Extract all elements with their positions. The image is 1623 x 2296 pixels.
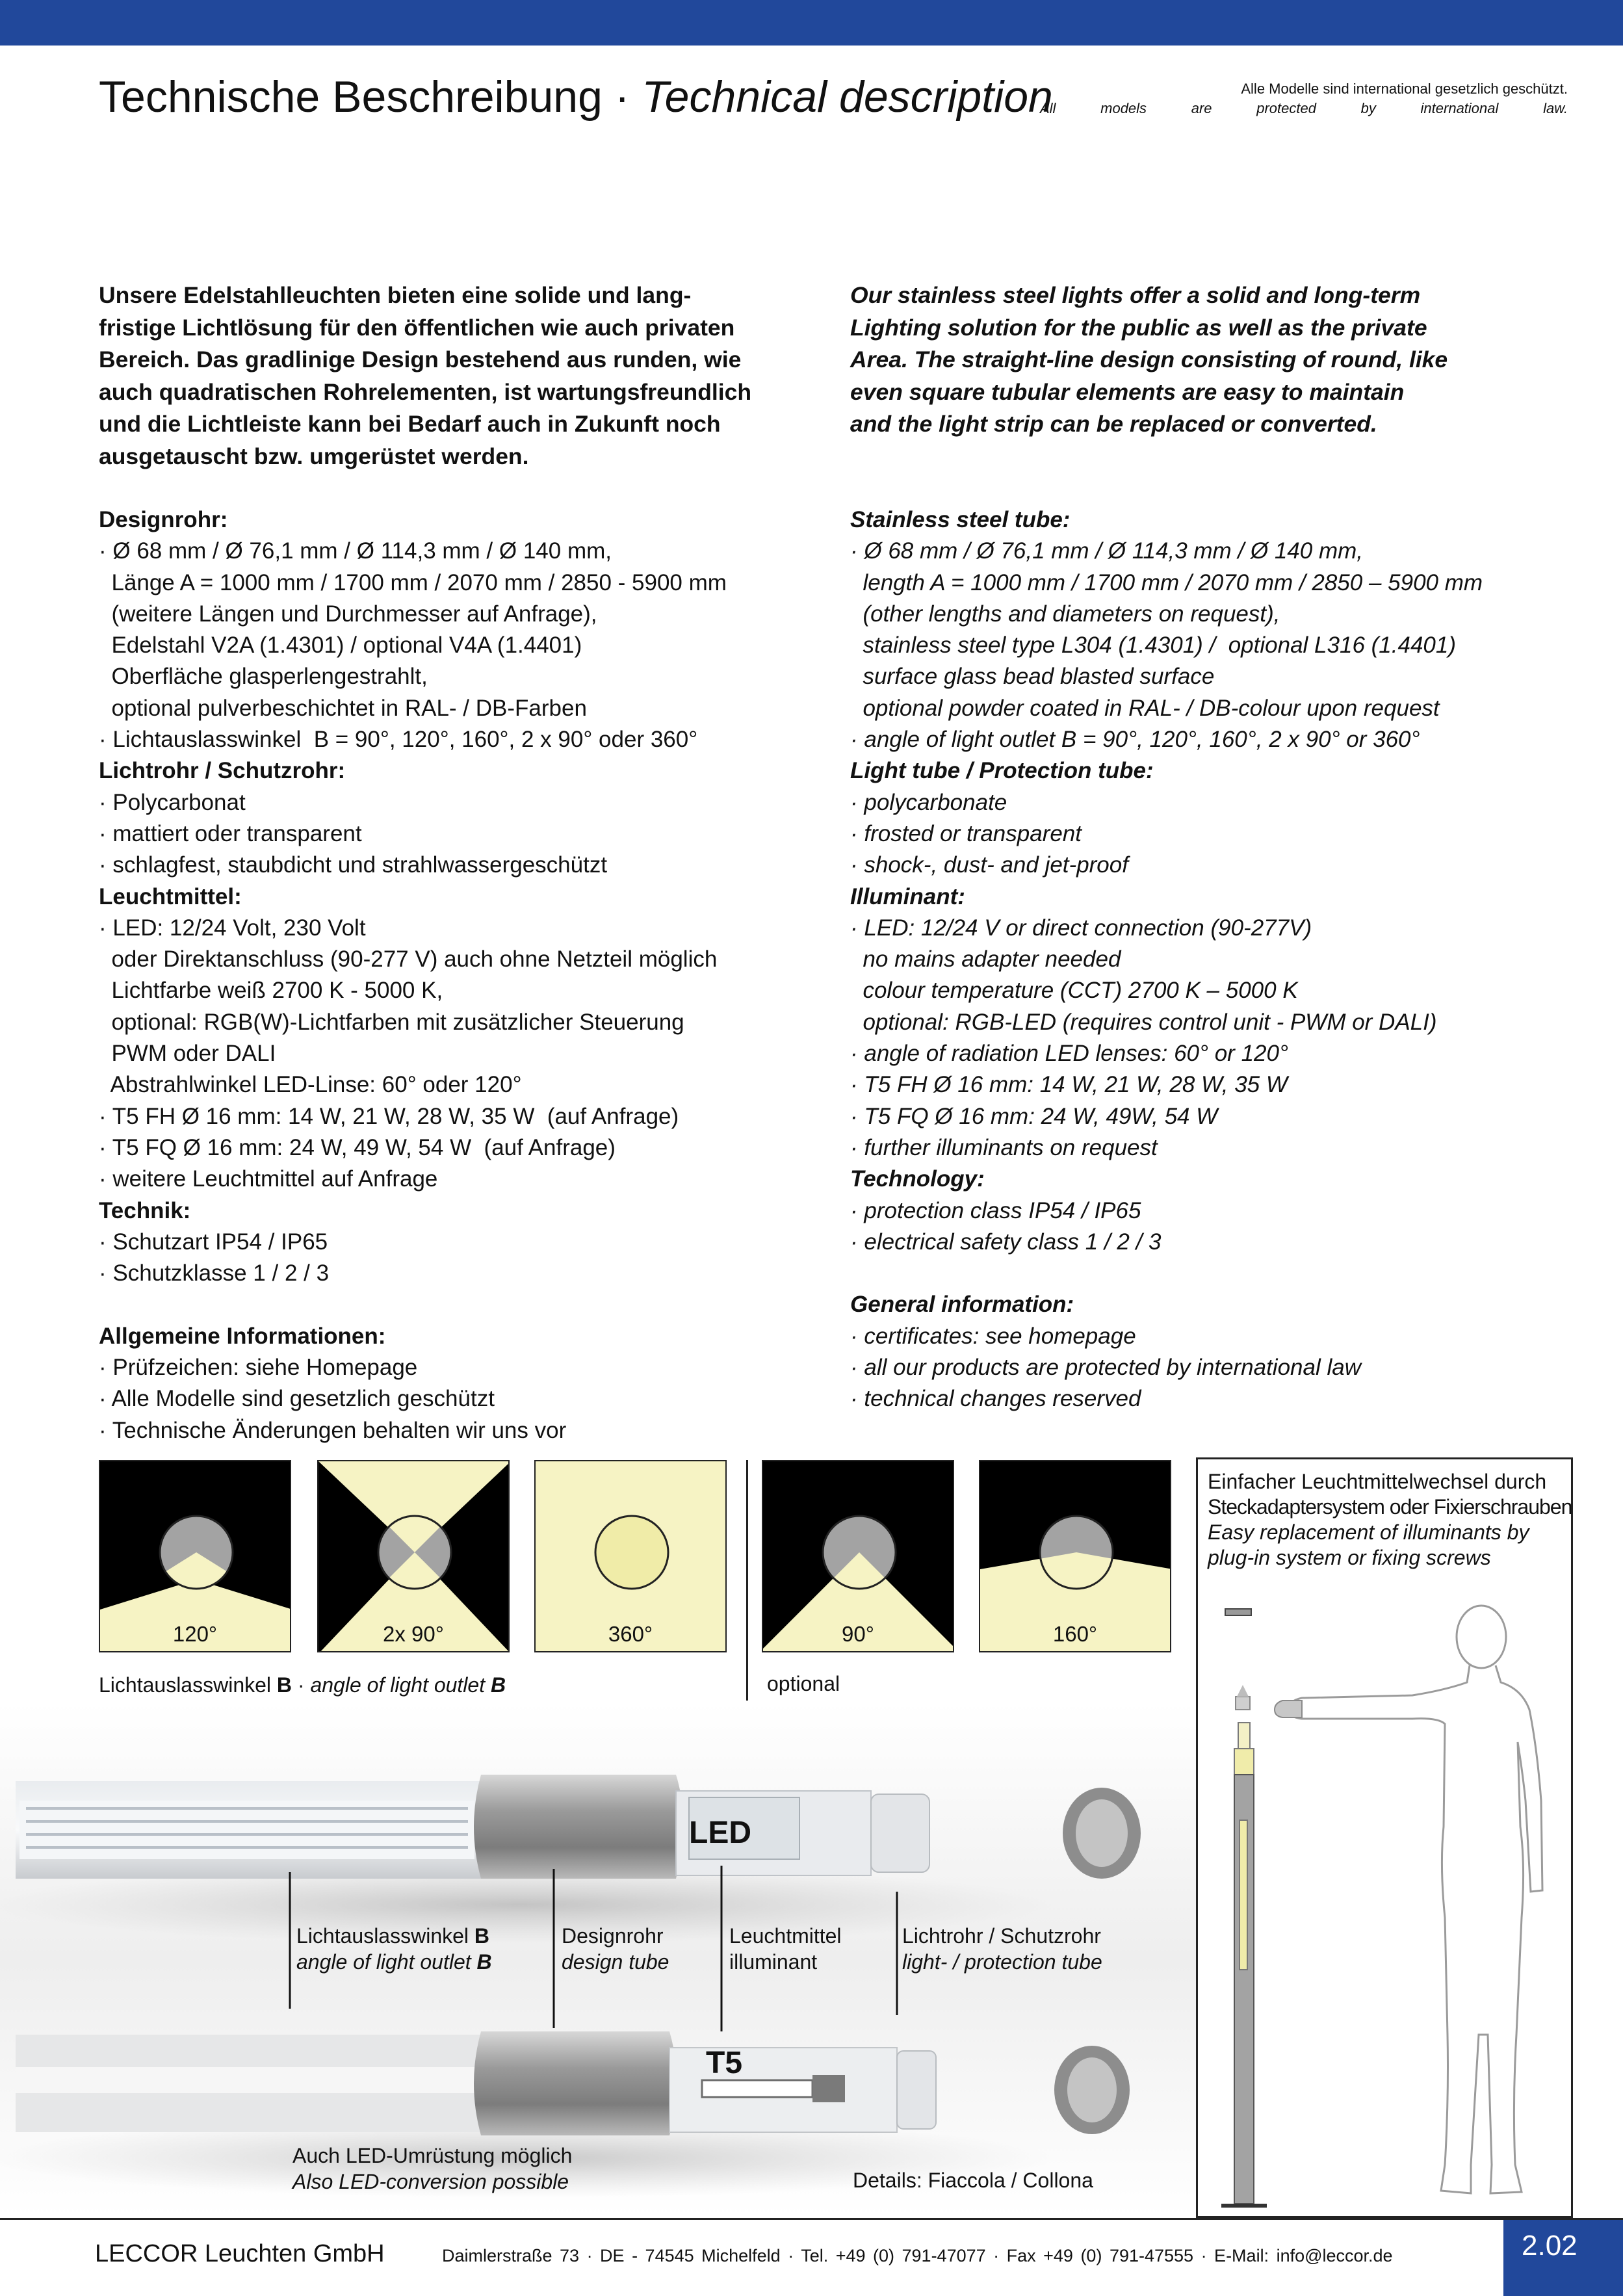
- spec-line: · Schutzklasse 1 / 2 / 3: [99, 1260, 330, 1286]
- spec-line: · T5 FQ Ø 16 mm: 24 W, 49 W, 54 W (auf Anfrage): [99, 1134, 616, 1160]
- spec-line: PWM oder DALI: [99, 1041, 276, 1067]
- spec-line: surface glass bead blasted surface: [850, 664, 1215, 690]
- replacement-line: Steckadaptersystem oder Fixierschrauben: [1208, 1495, 1572, 1519]
- section-heading-designrohr: Designrohr:: [99, 507, 228, 532]
- intro-de-line: Unsere Edelstahlleuchten bieten eine solide und lang-: [99, 282, 692, 308]
- section-heading-lichtrohr: Lichtrohr / Schutzrohr:: [99, 758, 346, 784]
- spec-line: · angle of light outlet B = 90°, 120°, 160°, 2 x 90° or 360°: [850, 727, 1420, 753]
- hand-icon: [1275, 1701, 1302, 1717]
- spec-line: no mains adapter needed: [850, 946, 1121, 972]
- callout-illum-de: Leuchtmittel: [729, 1924, 842, 1948]
- callout-design-de: Designrohr: [562, 1924, 664, 1948]
- intro-en-line: and the light strip can be replaced or converted.: [850, 411, 1377, 437]
- spec-line: · Technische Änderungen behalten wir uns vor: [99, 1417, 567, 1443]
- footer-company: LECCOR Leuchten GmbH: [95, 2240, 385, 2267]
- intro-de-line: und die Lichtleiste kann bei Bedarf auch in Zukunft noch: [99, 411, 721, 437]
- lamp-post: [1221, 1609, 1267, 2208]
- angle-caption-sep: ·: [292, 1673, 311, 1697]
- intro-en-line: Lighting solution for the public as well as the private: [850, 314, 1427, 341]
- angle-label: 90°: [842, 1622, 874, 1646]
- angle-caption-en: angle of light outlet: [310, 1673, 491, 1697]
- spec-line: (weitere Längen und Durchmesser auf Anfrage),: [99, 601, 597, 627]
- angle-diagram-160: [979, 1460, 1171, 1652]
- spec-line: · all our products are protected by international law: [850, 1355, 1361, 1381]
- spec-line: · LED: 12/24 V or direct connection (90-277V): [850, 915, 1312, 941]
- callout-light-de: Lichtrohr / Schutzrohr: [902, 1924, 1101, 1948]
- design-tube-upper: [474, 1775, 683, 1879]
- end-cap-upper: [871, 1794, 929, 1872]
- spec-line: colour temperature (CCT) 2700 K – 5000 K: [850, 978, 1298, 1004]
- list-designrohr: [99, 536, 727, 755]
- t5-label: T5: [706, 2046, 743, 2080]
- t5-lamp: [702, 2080, 812, 2097]
- spec-line: optional: RGB(W)-Lichtfarben mit zusätzlicher Steuerung: [99, 1009, 684, 1035]
- spec-line: · weitere Leuchtmittel auf Anfrage: [99, 1166, 438, 1192]
- design-tube-lower: [474, 2031, 677, 2135]
- callout-design-en: design tube: [562, 1950, 669, 1974]
- spec-line: optional: RGB-LED (requires control unit - PWM or DALI): [850, 1009, 1437, 1035]
- angle-diagram-90: [762, 1460, 954, 1652]
- spec-line: optional pulverbeschichtet in RAL- / DB-Farben: [99, 695, 587, 721]
- led-conversion-en: Also LED-conversion possible: [292, 2170, 569, 2193]
- page-number: 2.02: [1503, 2220, 1623, 2296]
- spec-line: Abstrahlwinkel LED-Linse: 60° oder 120°: [99, 1072, 522, 1098]
- optional-divider: [746, 1460, 748, 1701]
- callout-outlet-b-en: B: [476, 1950, 492, 1974]
- led-strip: [19, 1801, 474, 1859]
- spec-line: · Schutzart IP54 / IP65: [99, 1229, 328, 1255]
- spec-german: [99, 504, 727, 1446]
- list-leuchtmittel: [99, 913, 727, 1195]
- spec-line: · Alle Modelle sind gesetzlich geschützt: [99, 1386, 495, 1412]
- section-heading-technology: Technology:: [850, 1166, 985, 1192]
- callout-light-tube: [902, 1923, 1102, 1975]
- spacer: [99, 1289, 727, 1320]
- title-german: Technische Beschreibung ·: [99, 72, 642, 122]
- spec-line: · technical changes reserved: [850, 1386, 1141, 1412]
- angle-label: 2x 90°: [383, 1622, 444, 1646]
- angle-label: 160°: [1052, 1622, 1098, 1646]
- angle-label: 360°: [608, 1622, 653, 1646]
- page-title: [99, 68, 1053, 126]
- spec-line: optional powder coated in RAL- / DB-colour upon request: [850, 695, 1440, 721]
- spec-line: · Ø 68 mm / Ø 76,1 mm / Ø 114,3 mm / Ø 140 mm,: [850, 538, 1363, 564]
- optional-label: optional: [767, 1672, 840, 1695]
- intro-en-line: even square tubular elements are easy to maintain: [850, 378, 1405, 405]
- spec-line: · T5 FQ Ø 16 mm: 24 W, 49W, 54 W: [850, 1103, 1218, 1129]
- spec-line: · Prüfzeichen: siehe Homepage: [99, 1355, 418, 1381]
- angle-caption-b: B: [276, 1673, 292, 1697]
- spec-line: Oberfläche glasperlengestrahlt,: [99, 664, 428, 690]
- spec-line: · T5 FH Ø 16 mm: 14 W, 21 W, 28 W, 35 W (auf Anfrage): [99, 1103, 679, 1129]
- section-heading-tube: Stainless steel tube:: [850, 507, 1071, 532]
- intro-de-line: Bereich. Das gradlinige Design bestehend aus runden, wie: [99, 346, 742, 373]
- spec-line: · electrical safety class 1 / 2 / 3: [850, 1229, 1162, 1255]
- spec-line: stainless steel type L304 (1.4301) / optional L316 (1.4401): [850, 633, 1456, 659]
- footer-divider: [0, 2218, 1623, 2220]
- person-lamp-illustration: [1198, 1580, 1571, 2215]
- callout-outlet-b: B: [474, 1924, 490, 1948]
- section-heading-illuminant: Illuminant:: [850, 883, 965, 909]
- footer-address: Daimlerstraße 73 · DE - 74545 Michelfeld · Tel. +49 (0) 791-47077 · Fax +49 (0) 791-47555 · E-Mail: info@leccor.de: [442, 2246, 1393, 2265]
- list-lichtrohr: [99, 787, 727, 881]
- spec-line: Lichtfarbe weiß 2700 K - 5000 K,: [99, 978, 443, 1004]
- person-outline: [1289, 1606, 1542, 2193]
- list-general: [850, 1321, 1483, 1415]
- replacement-line: Einfacher Leuchtmittelwechsel durch: [1208, 1470, 1547, 1493]
- spacer: [850, 1258, 1483, 1289]
- spec-line: · shock-, dust- and jet-proof: [850, 852, 1128, 878]
- spec-english: [850, 504, 1483, 1415]
- spec-line: · Lichtauslasswinkel B = 90°, 120°, 160°, 2 x 90° oder 360°: [99, 727, 698, 753]
- spec-line: · frosted or transparent: [850, 820, 1082, 846]
- list-tube: [850, 536, 1483, 755]
- spec-line: (other lengths and diameters on request),: [850, 601, 1280, 627]
- spec-line: · certificates: see homepage: [850, 1323, 1136, 1349]
- spec-line: · Ø 68 mm / Ø 76,1 mm / Ø 114,3 mm / Ø 140 mm,: [99, 538, 612, 564]
- title-english: Technical description: [642, 72, 1053, 122]
- section-heading-leuchtmittel: Leuchtmittel:: [99, 883, 242, 909]
- angle-label: 120°: [172, 1622, 218, 1646]
- end-cap-lower: [897, 2051, 936, 2129]
- led-label: LED: [689, 1816, 751, 1850]
- intro-en-line: Our stainless steel lights offer a solid and long-term: [850, 282, 1421, 308]
- top-bar: [0, 0, 1623, 46]
- callout-illuminant: [729, 1923, 842, 1975]
- list-light-tube: [850, 787, 1483, 881]
- list-technik: [99, 1227, 727, 1290]
- led-conversion-note: [292, 2143, 572, 2195]
- section-heading-technik: Technik:: [99, 1197, 191, 1223]
- spec-line: · angle of radiation LED lenses: 60° or 120°: [850, 1041, 1288, 1067]
- spec-line: oder Direktanschluss (90-277 V) auch ohne Netzteil möglich: [99, 946, 718, 972]
- spec-line: Edelstahl V2A (1.4301) / optional V4A (1.4401): [99, 633, 582, 659]
- spec-line: Länge A = 1000 mm / 1700 mm / 2070 mm / 2850 - 5900 mm: [99, 569, 727, 595]
- protection-note: [1040, 79, 1568, 118]
- intro-german: [99, 280, 751, 473]
- list-illuminant: [850, 913, 1483, 1164]
- section-heading-general: General information:: [850, 1292, 1074, 1318]
- angle-diagram-120: [99, 1460, 291, 1652]
- callout-outlet-de: Lichtauslasswinkel: [296, 1924, 474, 1948]
- spec-line: · polycarbonate: [850, 789, 1007, 815]
- intro-english: [850, 280, 1448, 441]
- replacement-line: Easy replacement of illuminants by: [1208, 1520, 1529, 1544]
- spec-line: length A = 1000 mm / 1700 mm / 2070 mm / 2850 – 5900 mm: [850, 569, 1483, 595]
- spec-line: · T5 FH Ø 16 mm: 14 W, 21 W, 28 W, 35 W: [850, 1072, 1288, 1098]
- section-heading-allgemein: Allgemeine Informationen:: [99, 1323, 386, 1349]
- intro-en-line: Area. The straight-line design consisting of round, like: [850, 346, 1448, 373]
- angle-caption: [99, 1672, 506, 1698]
- spec-line: · Polycarbonat: [99, 789, 246, 815]
- angle-diagram-2x90: [317, 1460, 510, 1652]
- section-heading-light-tube: Light tube / Protection tube:: [850, 758, 1154, 784]
- led-conversion-de: Auch LED-Umrüstung möglich: [292, 2144, 573, 2167]
- callout-light-en: light- / protection tube: [902, 1950, 1102, 1974]
- spec-line: · mattiert oder transparent: [99, 820, 362, 846]
- angle-diagram-360: [534, 1460, 727, 1652]
- spec-line: · further illuminants on request: [850, 1134, 1158, 1160]
- replacement-line: plug-in system or fixing screws: [1208, 1546, 1491, 1569]
- list-allgemein: [99, 1352, 727, 1446]
- intro-de-line: ausgetauscht bzw. umgerüstet werden.: [99, 443, 529, 469]
- callout-design-tube: [562, 1923, 669, 1975]
- spec-line: · LED: 12/24 Volt, 230 Volt: [99, 915, 366, 941]
- spec-line: · schlagfest, staubdicht und strahlwassergeschützt: [99, 852, 608, 878]
- callout-illum-en: illuminant: [729, 1950, 818, 1974]
- details-note: Details: Fiaccola / Collona: [853, 2169, 1093, 2192]
- spec-line: · protection class IP54 / IP65: [850, 1197, 1141, 1223]
- angle-caption-b-en: B: [490, 1673, 506, 1697]
- protection-note-de: Alle Modelle sind international gesetzlich geschützt.: [1241, 81, 1568, 97]
- protection-note-en: All models are protected by international law.: [1040, 100, 1568, 116]
- callout-outlet: [296, 1923, 492, 1975]
- intro-de-line: fristige Lichtlösung für den öffentlichen wie auch privaten: [99, 314, 735, 341]
- callout-outlet-en: angle of light outlet: [296, 1950, 477, 1974]
- list-technology: [850, 1195, 1483, 1259]
- intro-de-line: auch quadratischen Rohrelementen, ist wartungsfreundlich: [99, 378, 752, 405]
- replacement-text: [1208, 1469, 1572, 1571]
- angle-caption-de: Lichtauslasswinkel: [99, 1673, 277, 1697]
